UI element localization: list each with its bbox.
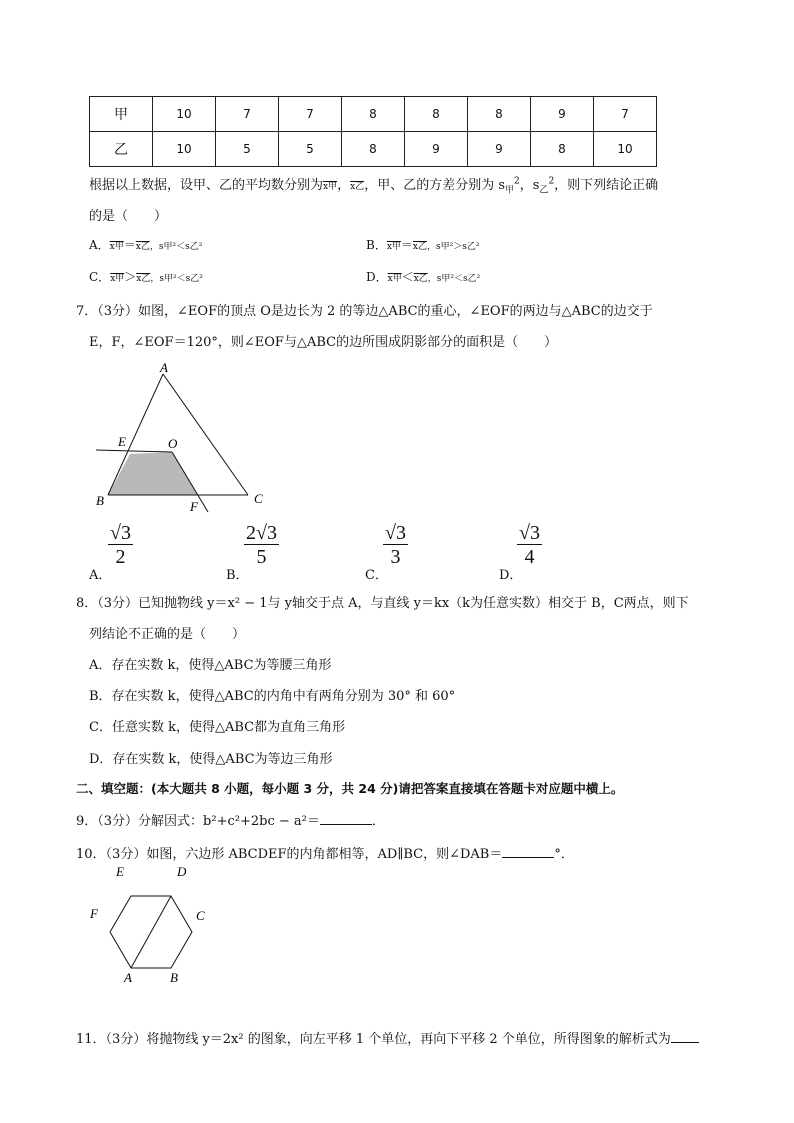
variance-relation: ，s甲²＜s乙² bbox=[149, 242, 203, 252]
label-a: A bbox=[160, 360, 168, 375]
label-b: B bbox=[96, 493, 104, 508]
q7-stem-line2: E，F，∠EOF＝120°，则∠EOF与△ABC的边所围成阴影部分的面积是（ ） bbox=[89, 335, 558, 350]
q10-text: 10．（3分）如图，六边形 ABCDEF的内角都相等，AD∥BC，则∠DAB＝ bbox=[76, 847, 503, 862]
answer-blank[interactable] bbox=[502, 845, 554, 858]
table-cell: 5 bbox=[216, 132, 279, 167]
xbar-jia: x甲 bbox=[109, 242, 124, 252]
xbar-jia: x甲 bbox=[387, 274, 402, 284]
q6-text: ，s bbox=[519, 178, 540, 193]
xbar-yi: x乙 bbox=[135, 242, 150, 252]
q7-option-a-fraction bbox=[108, 522, 133, 569]
q8-option-b: B．存在实数 k，使得△ABC的内角中有两角分别为 30° 和 60° bbox=[89, 689, 456, 704]
q6-text: ，则下列结论正确 bbox=[554, 178, 659, 193]
numerator: √3 bbox=[519, 522, 540, 544]
table-row-yi bbox=[90, 132, 657, 167]
denominator: 5 bbox=[256, 546, 267, 568]
q7-option-a-label: A． bbox=[89, 568, 112, 583]
table-cell: 10 bbox=[594, 132, 657, 167]
numerator: √3 bbox=[110, 522, 131, 544]
q7-option-b-label: B． bbox=[226, 568, 249, 583]
q6-stem-line1 bbox=[89, 174, 658, 196]
table-cell: 5 bbox=[279, 132, 342, 167]
q7-stem-line1: 7．（3分）如图，∠EOF的顶点 O是边长为 2 的等边△ABC的重心，∠EOF的两边与△ABC的边交于 bbox=[76, 304, 653, 319]
q7-option-c-fraction bbox=[383, 522, 408, 569]
score-table bbox=[89, 96, 657, 167]
label-f: F bbox=[90, 906, 98, 921]
segment-ad bbox=[131, 896, 171, 968]
q6-text: ，甲、乙的方差分别为 s bbox=[364, 178, 505, 193]
q11-line bbox=[76, 1028, 699, 1047]
option-label: C． bbox=[89, 270, 111, 284]
q9-end: ． bbox=[371, 814, 385, 829]
relation: ＝ bbox=[400, 238, 413, 252]
q7-option-d-fraction bbox=[517, 522, 542, 569]
xbar-yi: x乙 bbox=[136, 274, 151, 284]
label-f: F bbox=[190, 499, 198, 514]
q8-stem-line2: 列结论不正确的是（ ） bbox=[89, 627, 246, 642]
label-c: C bbox=[196, 908, 205, 923]
section-heading: 二、填空题：(本大题共 8 小题，每小题 3 分，共 24 分)请把答案直接填在答题卡对应题中横上。 bbox=[76, 781, 624, 796]
table-cell: 9 bbox=[468, 132, 531, 167]
variance-relation: ，s甲²＞s乙² bbox=[427, 242, 480, 252]
q7-option-d-label: D． bbox=[499, 568, 523, 583]
table-row-jia bbox=[90, 97, 657, 132]
label-e: E bbox=[116, 864, 124, 879]
q8-option-c: C．任意实数 k，使得△ABC都为直角三角形 bbox=[89, 720, 346, 735]
q6-text: 根据以上数据，设甲、乙的平均数分别为 bbox=[89, 178, 324, 193]
q8-option-a: A．存在实数 k，使得△ABC为等腰三角形 bbox=[89, 658, 332, 673]
q6-option-b bbox=[366, 236, 479, 253]
q8-stem-line1: 8．（3分）已知抛物线 y＝x² − 1与 y轴交于点 A，与直线 y＝kx（k为任意实数）相交于 B，C两点，则下 bbox=[76, 596, 689, 611]
table-cell: 8 bbox=[531, 132, 594, 167]
table-cell: 8 bbox=[342, 97, 405, 132]
xbar-jia: x甲 bbox=[323, 182, 338, 192]
table-cell: 7 bbox=[279, 97, 342, 132]
denominator: 3 bbox=[390, 546, 401, 568]
q6-option-d bbox=[366, 268, 480, 285]
ray-oe bbox=[96, 450, 172, 452]
q6-option-c bbox=[89, 268, 203, 285]
label-b: B bbox=[170, 970, 178, 985]
table-cell: 10 bbox=[153, 97, 216, 132]
q11-text: 11．（3分）将抛物线 y＝2x² 的图象，向左平移 1 个单位，再向下平移 2 个单位，所得图象的解析式为 bbox=[76, 1032, 671, 1047]
variance-relation: ，s甲²＜s乙² bbox=[150, 274, 203, 284]
q6-stem-line2: 的是（ ） bbox=[89, 209, 168, 224]
table-cell: 乙 bbox=[90, 132, 153, 167]
label-e: E bbox=[118, 434, 126, 449]
q7-option-b-fraction bbox=[244, 522, 279, 569]
table-cell: 9 bbox=[531, 97, 594, 132]
table-cell: 甲 bbox=[90, 97, 153, 132]
q10-end: °． bbox=[554, 847, 574, 862]
numerator: 2√3 bbox=[246, 522, 277, 544]
table-cell: 7 bbox=[594, 97, 657, 132]
q7-option-c-label: C． bbox=[365, 568, 388, 583]
q8-option-d: D．存在实数 k，使得△ABC为等边三角形 bbox=[89, 752, 333, 767]
table-cell: 8 bbox=[342, 132, 405, 167]
label-a: A bbox=[124, 970, 132, 985]
table-cell: 8 bbox=[468, 97, 531, 132]
q10-hexagon-figure bbox=[86, 860, 226, 988]
denominator: 2 bbox=[115, 546, 126, 568]
table-cell: 9 bbox=[405, 132, 468, 167]
relation: ＜ bbox=[401, 270, 414, 284]
xbar-yi: x乙 bbox=[412, 242, 427, 252]
sup-2: 2 bbox=[548, 176, 555, 187]
variance-relation: ，s甲²＜s乙² bbox=[427, 274, 481, 284]
answer-blank[interactable] bbox=[671, 1030, 699, 1043]
table-cell: 7 bbox=[216, 97, 279, 132]
xbar-jia: x甲 bbox=[110, 274, 125, 284]
xbar-yi: x乙 bbox=[413, 274, 428, 284]
sub-jia: 甲 bbox=[505, 185, 515, 196]
label-c: C bbox=[254, 491, 263, 506]
q9-line bbox=[76, 810, 385, 829]
sup-2: 2 bbox=[514, 176, 520, 187]
table-cell: 8 bbox=[405, 97, 468, 132]
label-d: D bbox=[177, 864, 187, 879]
label-o: O bbox=[168, 436, 178, 451]
denominator: 4 bbox=[524, 546, 535, 568]
q7-triangle-figure bbox=[88, 360, 278, 520]
xbar-yi: x乙 bbox=[350, 182, 365, 192]
option-label: B． bbox=[366, 238, 387, 252]
option-label: D． bbox=[366, 270, 388, 284]
relation: ＝ bbox=[123, 238, 136, 252]
relation: ＞ bbox=[124, 270, 137, 284]
q6-option-a bbox=[89, 236, 202, 253]
table-cell: 10 bbox=[153, 132, 216, 167]
numerator: √3 bbox=[385, 522, 406, 544]
sub-yi: 乙 bbox=[539, 185, 549, 196]
q6-text: ， bbox=[337, 178, 351, 193]
option-label: A． bbox=[89, 238, 110, 252]
q9-text: 9．（3分）分解因式：b²+c²+2bc − a²＝ bbox=[76, 814, 320, 829]
xbar-jia: x甲 bbox=[386, 242, 401, 252]
answer-blank[interactable] bbox=[320, 812, 372, 825]
